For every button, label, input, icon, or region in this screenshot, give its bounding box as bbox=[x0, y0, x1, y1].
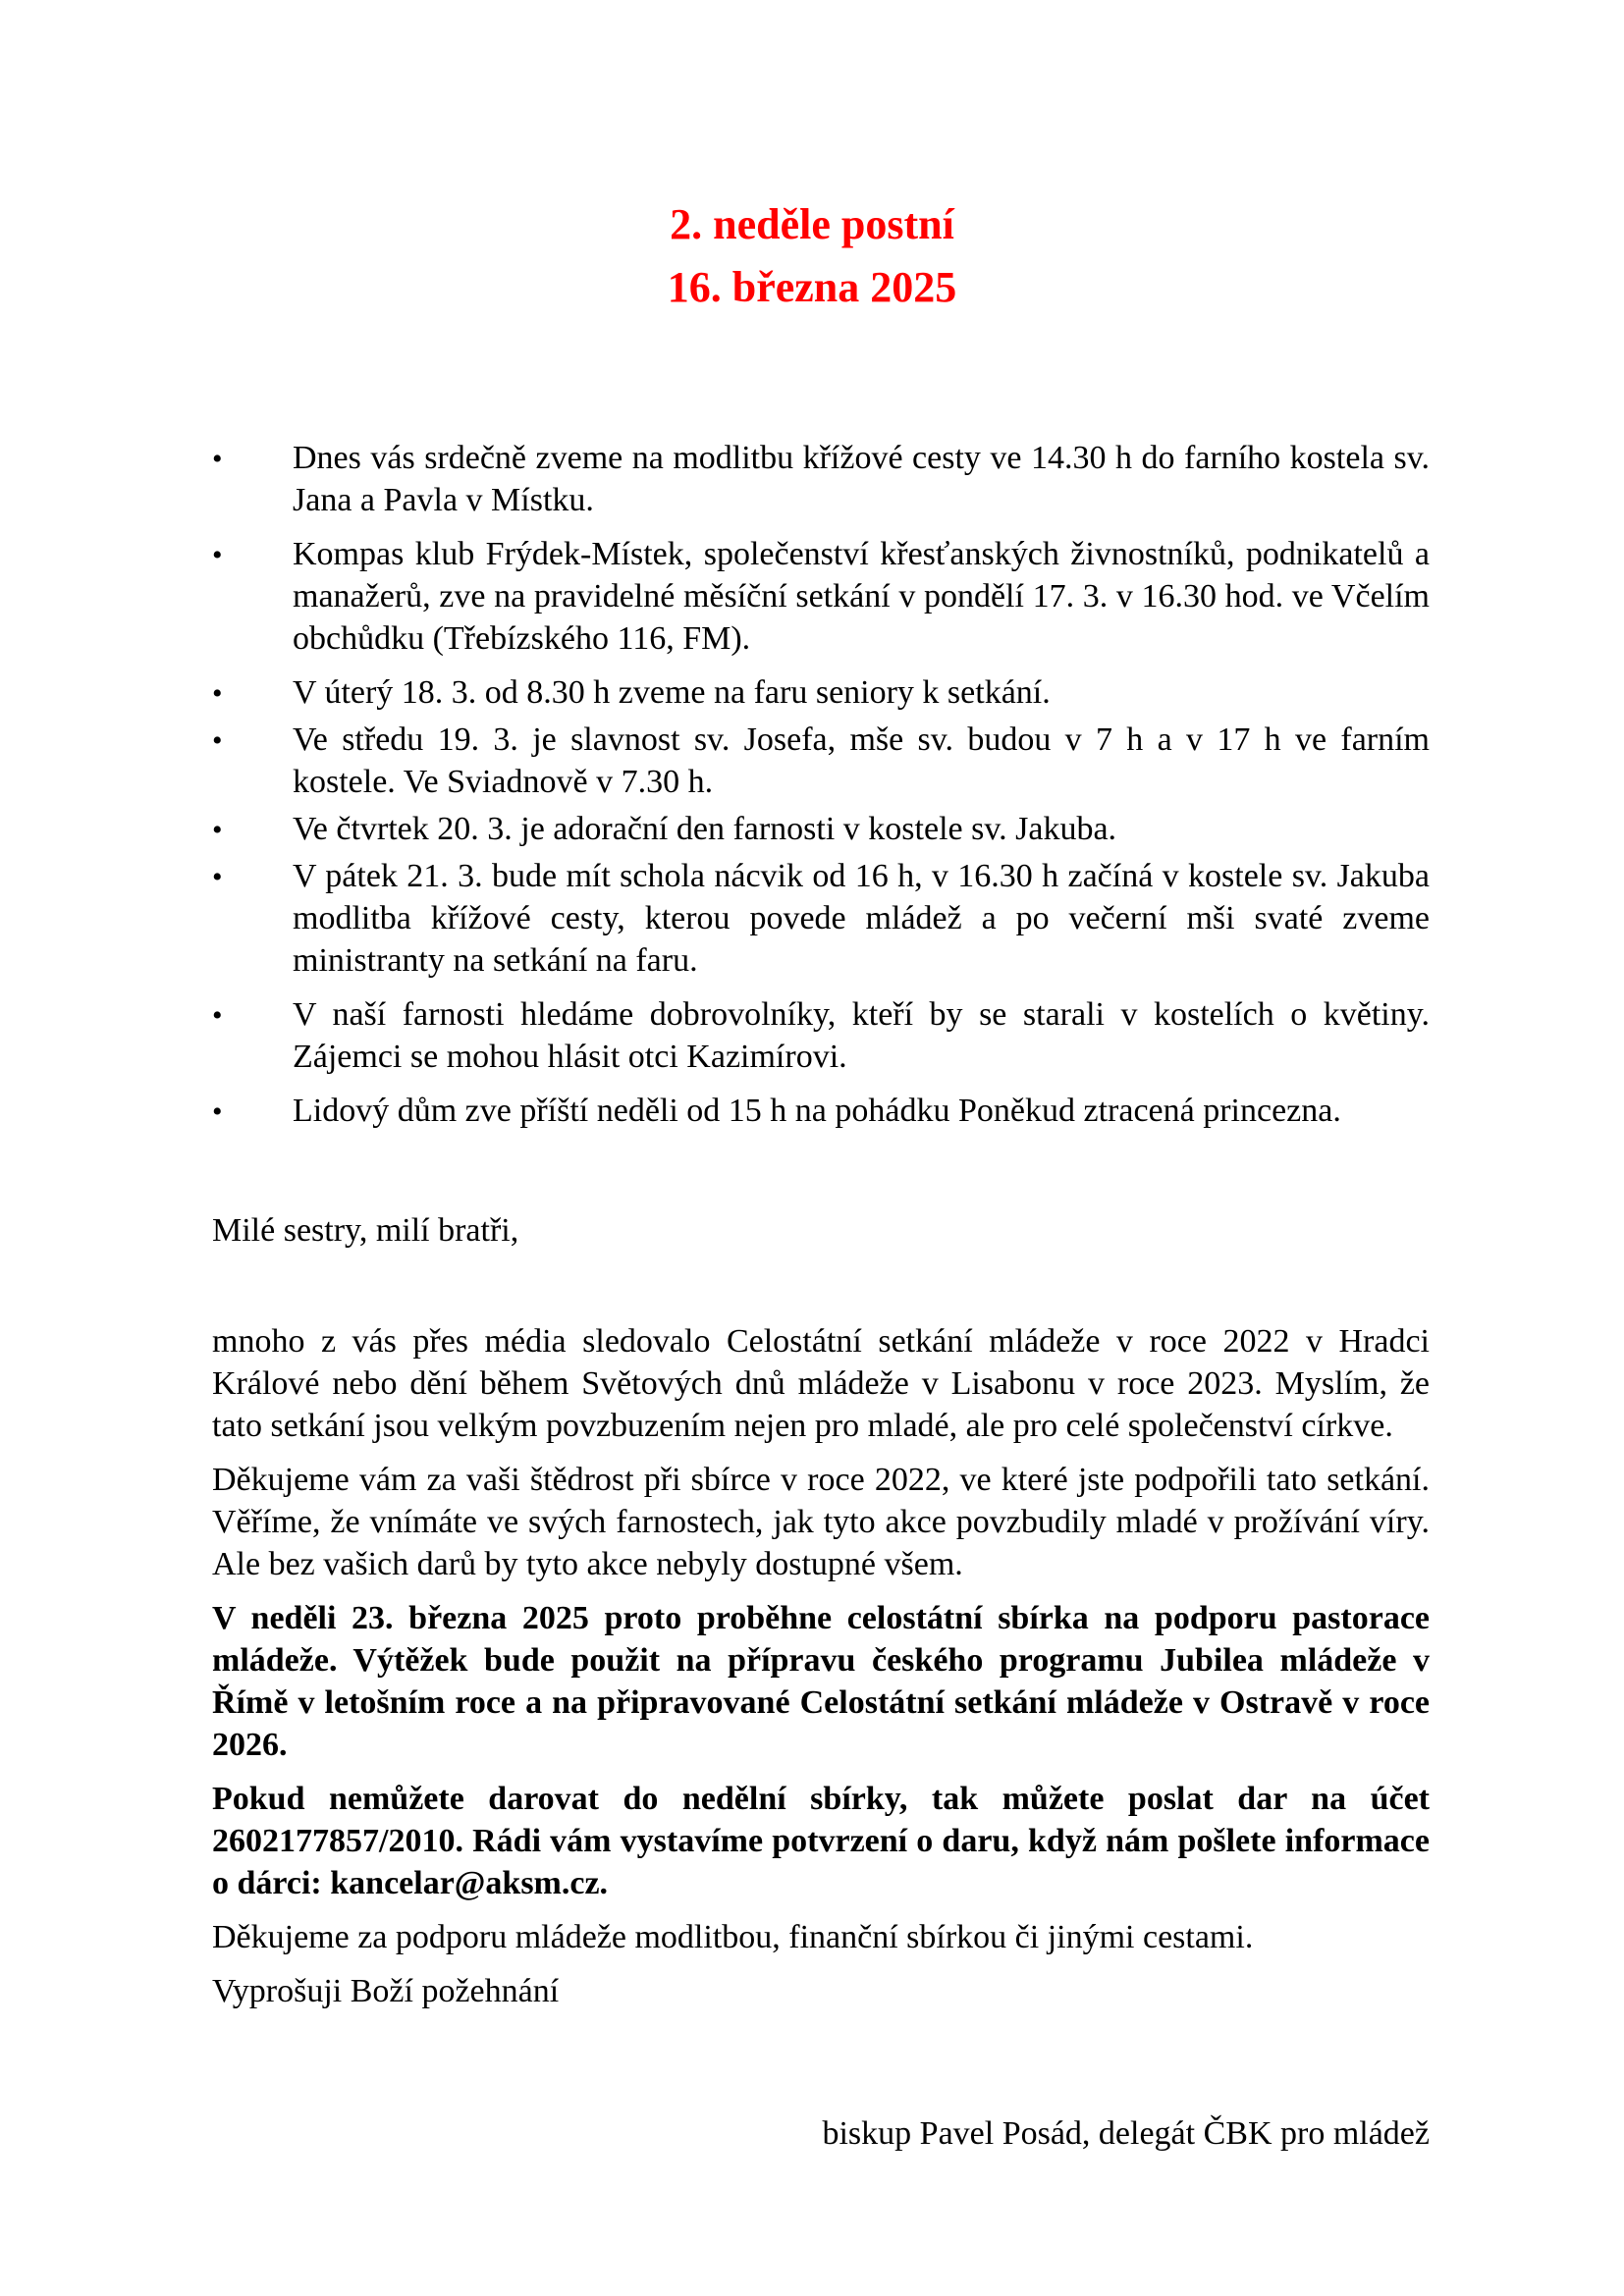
announcement-text: Ve čtvrtek 20. 3. je adorační den farnosti v kostele sv. Jakuba. bbox=[293, 811, 1117, 847]
announcement-text: Ve středu 19. 3. je slavnost sv. Josefa, mše sv. budou v 7 h a v 17 h ve farním kostele. Ve Sviadnově v 7.30 h. bbox=[293, 721, 1430, 800]
announcement-text: V úterý 18. 3. od 8.30 h zveme na faru seniory k setkání. bbox=[293, 674, 1051, 711]
announcement-item bbox=[212, 719, 1430, 803]
bullet-icon: • bbox=[212, 861, 223, 893]
bullet-icon: • bbox=[212, 724, 223, 757]
letter-greeting bbox=[212, 1209, 1430, 1263]
letter-paragraph: Děkujeme vám za vaši štědrost při sbírce v roce 2022, ve které jste podpořili tato setkání. Věříme, že vnímáte ve svých farnostech, jak tyto akce povzbudily mladé v prožívání víry. Ale bez vašich darů by tyto akce nebyly dostupné všem. bbox=[212, 1462, 1430, 1582]
bullet-icon: • bbox=[212, 677, 223, 710]
announcement-item bbox=[212, 808, 1430, 850]
announcement-item bbox=[212, 533, 1430, 660]
letter-body bbox=[212, 1320, 1430, 2024]
bullet-icon: • bbox=[212, 443, 223, 475]
bullet-icon: • bbox=[212, 539, 223, 571]
greeting-text: Milé sestry, milí bratři, bbox=[212, 1212, 519, 1249]
blessing-line: Vyprošuji Boží požehnání bbox=[212, 1973, 560, 2009]
bullet-icon: • bbox=[212, 1095, 223, 1128]
bullet-icon: • bbox=[212, 999, 223, 1032]
announcement-text: Lidový dům zve příští neděli od 15 h na pohádku Poněkud ztracená princezna. bbox=[293, 1093, 1341, 1129]
bullet-icon: • bbox=[212, 814, 223, 846]
announcements-list bbox=[212, 437, 1430, 1144]
announcement-item bbox=[212, 855, 1430, 982]
page-title: 2. neděle postní bbox=[670, 200, 954, 248]
announcement-item bbox=[212, 1090, 1430, 1132]
announcement-text: Kompas klub Frýdek-Místek, společenství křesťanských živnostníků, podnikatelů a manažerů, zve na pravidelné měsíční setkání v pondělí 17. 3. v 16.30 hod. ve Včelím obchůdku (Třebízského 116, FM). bbox=[293, 536, 1430, 657]
announcement-item bbox=[212, 437, 1430, 521]
page-date: 16. března 2025 bbox=[667, 263, 957, 311]
donation-info: Pokud nemůžete darovat do nedělní sbírky, tak můžete poslat dar na účet 2602177857/2010. Rádi vám vystavíme potvrzení o daru, když nám pošlete informace o dárci: kancelar@aksm.cz. bbox=[212, 1781, 1430, 1901]
announcement-item bbox=[212, 671, 1430, 714]
announcement-text: Dnes vás srdečně zveme na modlitbu křížové cesty ve 14.30 h do farního kostela sv. Jana a Pavla v Místku. bbox=[293, 440, 1430, 518]
letter-paragraph: Děkujeme za podporu mládeže modlitbou, finanční sbírkou či jinými cestami. bbox=[212, 1919, 1254, 1955]
letter-paragraph: mnoho z vás přes média sledovalo Celostátní setkání mládeže v roce 2022 v Hradci Králové nebo dění během Světových dnů mládeže v Lisabonu v roce 2023. Myslím, že tato setkání jsou velkým povzbuzením nejen pro mladé, ale pro celé společenství církve. bbox=[212, 1323, 1430, 1444]
signature: biskup Pavel Posád, delegát ČBK pro mládež bbox=[822, 2115, 1430, 2152]
announcement-item bbox=[212, 993, 1430, 1078]
announcement-text: V pátek 21. 3. bude mít schola nácvik od 16 h, v 16.30 h začíná v kostele sv. Jakuba modlitba křížové cesty, kterou povede mládež a po večerní mši svaté zveme ministranty na setkání na faru. bbox=[293, 858, 1430, 979]
announcement-text: V naší farnosti hledáme dobrovolníky, kteří by se starali v kostelích o květiny. Zájemci se mohou hlásit otci Kazimírovi. bbox=[293, 996, 1430, 1075]
collection-announcement: V neděli 23. března 2025 proto proběhne celostátní sbírka na podporu pastorace mládeže. Výtěžek bude použit na přípravu českého programu Jubilea mládeže v Římě v letošním roce a na připravované Celostátní setkání mládeže v Ostravě v roce 2026. bbox=[212, 1600, 1430, 1763]
